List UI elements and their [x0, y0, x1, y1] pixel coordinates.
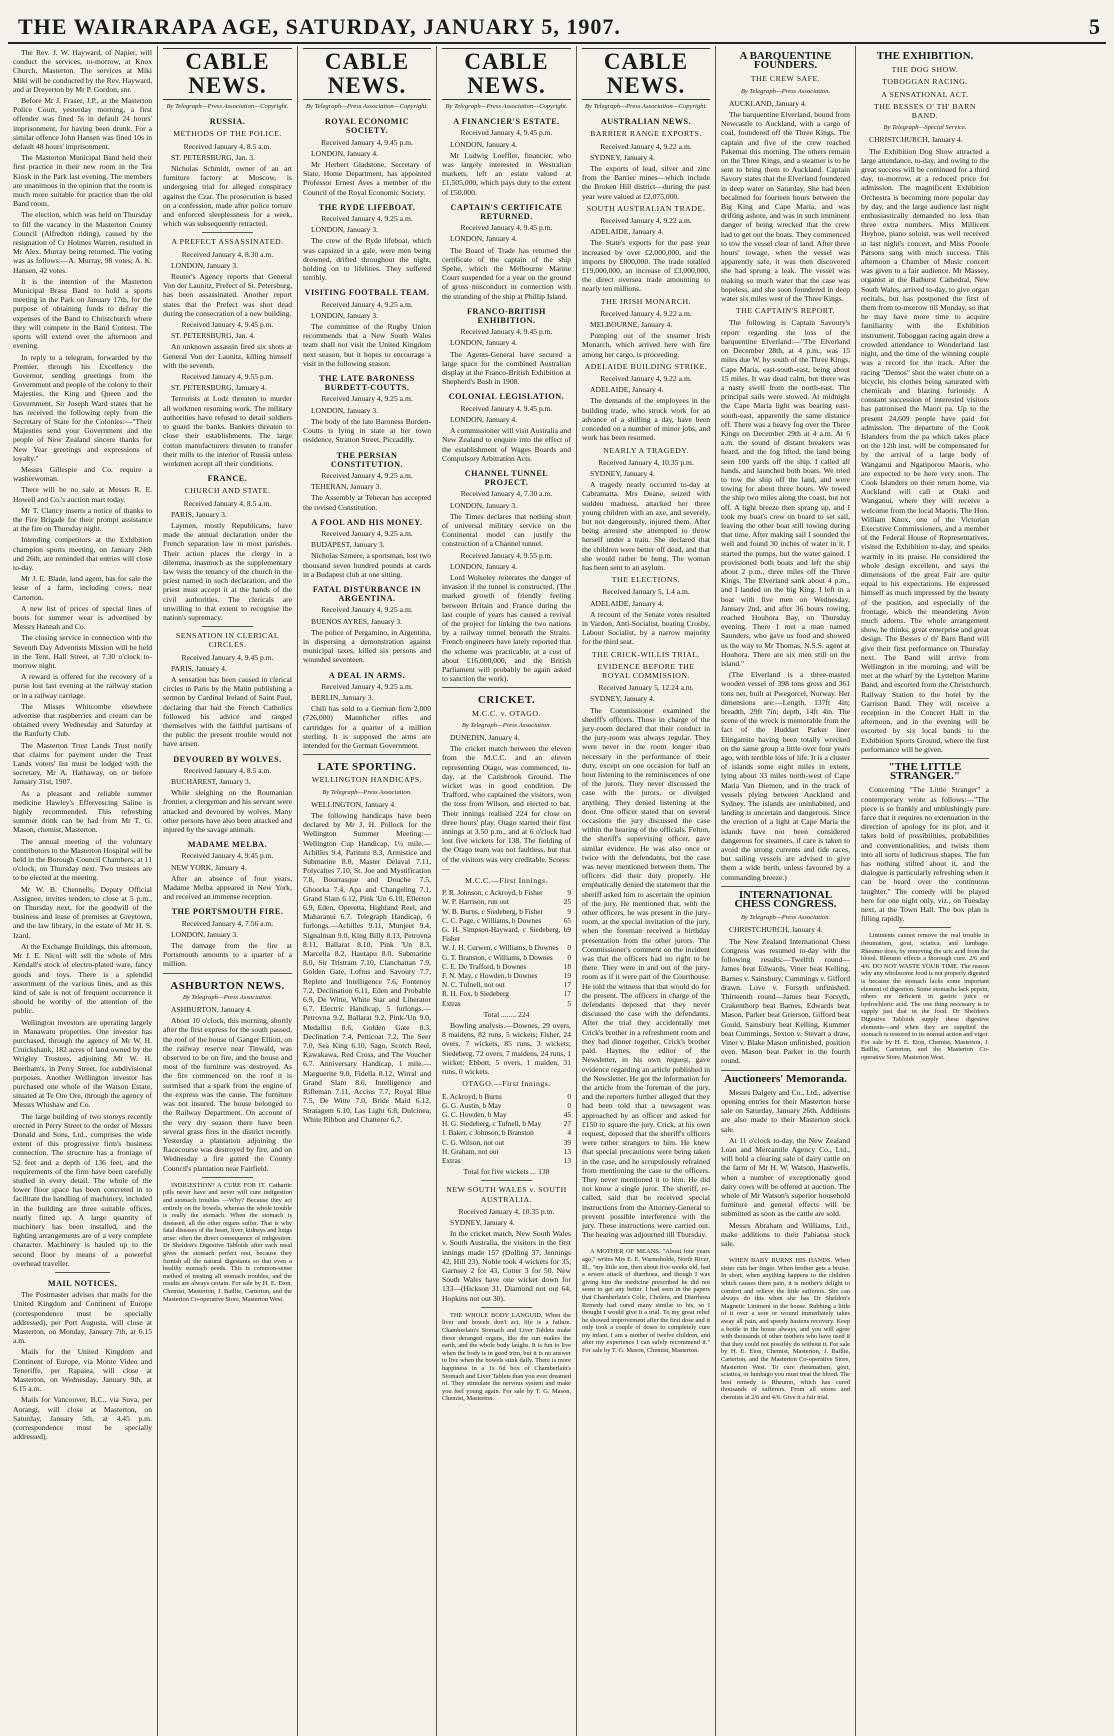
score-row	[442, 953, 571, 962]
divider	[202, 626, 254, 627]
section-heading: "THE LITTLE STRANGER."	[888, 761, 962, 783]
credit-line: By Telegraph—Press Association.	[182, 993, 273, 1001]
dateline: ASHBURTON, January 4.	[171, 1005, 252, 1015]
batsman: W. B. Burns, c Siedeberg, b Fisher	[442, 906, 543, 916]
divider	[202, 1177, 254, 1178]
received-line: Received January 4, 9.45 p.m.	[460, 223, 553, 233]
received-line: Received January 4, 9.45 p.m.	[321, 137, 413, 147]
divider	[721, 1070, 850, 1071]
subheading: THE IRISH MONARCH.	[600, 296, 692, 306]
section-heading: INTERNATIONAL CHESS CONGRESS.	[734, 888, 837, 911]
batsman: R. H. Fox, b Siedeberg	[442, 989, 509, 999]
batsman: C. G. Wilson, not out	[442, 1137, 505, 1147]
advertisement: INDIGESTION? A CURE FOR IT. Cathartic pills never have and never will cure indigestion and stomach troubles —Why? Because they act entirely on the bowels, whereas the whole trouble is really the stomach. When the stomach is diseased, all the other organs suffer. That is why fatal diseases of the heart, liver, kidneys and lungs arise: often the direct consequence of indigestion. Dr Sheldon's Digestive Tabloids after each meal gives the stomach perfect rest, because they furnish all the natural digestants so that even a healthy stomach needs. This is common-sense method of treating all stomach troubles, and the results are always certain. For sale by H. E. Eton, Chemist, Masterton, J. Baillie, Carterton, and the Masterton Co-operative Store, Masterton West.	[163, 1181, 292, 1303]
subheading: THE DOG SHOW.	[891, 65, 959, 75]
dateline: BUCHAREST, January 3.	[171, 777, 251, 786]
runs: 19	[563, 971, 571, 981]
received-line: Received January 4, 9.45 p.m.	[460, 327, 553, 337]
dateline: LONDON, January 4.	[311, 148, 379, 158]
score-row	[442, 1119, 571, 1128]
article-body: The Board of Trade has returned the certificate of the captain of the ship Spehe, which the Melbourne Marine Court suspended for a year on the ground of gross misconduct in connection with the stranding of the ship at Phillip Island.	[442, 245, 571, 301]
local-paragraph: Intending competitors at the Exhibition champion sports meeting, on January 24th and 26th, are reminded that entries will close to-day.	[13, 535, 152, 572]
batsman: N. C. Tufnell, not out	[442, 980, 505, 990]
article-body: Nicholas Schmidt, owner of an art furniture factory at Moscow, is undergoing trial for alleged conspiracy against the Czar. The prosecution is based on a confession, made after police torture and enforced sleeplessness for a week, which was subsequently retracted.	[163, 164, 292, 229]
dateline: LONDON, January 3.	[311, 225, 379, 235]
mail-paragraph: Mails for Vancouver, B.C., via Suva, per Aorangi, will close at Masterton, on Saturday, January 5th, at 4.45 p.m. (correspondence must be specially addressed).	[13, 1395, 152, 1442]
received-line: Received January 5, 12.24 a.m.	[598, 683, 694, 693]
dateline: BERLIN, January 3.	[311, 692, 374, 702]
batsman: C. C. Page, c Williams, b Downes	[442, 915, 542, 925]
score-row	[442, 916, 571, 925]
received-line: Received January 4, 10.35 p.m.	[458, 1206, 555, 1216]
received-line: Received January 4, 7.30 a.m.	[460, 489, 553, 499]
article-body: Terrorists at Lodz threaten to murder all workmen resuming work. The military authorities have refused to detail soldiers to guard the banks. Bankers threaten to close their establishments. The large cotton manufacturers threaten to transfer their mills to the interior of Russia unless workmen accept all their conditions.	[163, 394, 292, 468]
dateline: ST. PETERSBURG, January 4.	[171, 383, 267, 393]
subheading: THE BESSES O' TH' BARN BAND.	[873, 101, 977, 121]
score-row	[442, 971, 571, 980]
score-row	[442, 1128, 571, 1137]
received-line: Received January 4, 10.35 p.m.	[598, 457, 694, 467]
article-body: A tragedy nearly occurred to-day at Cabramatta. Mrs Deane, seized with sudden madness, attacked her three young children with an axe, and severely, but not dangerously, injured them. After being arrested she attempted to throw herself under a train. She declared that the children were better off dead, and that she would rather be hung. The woman has been sent to an asylum.	[582, 480, 710, 572]
cable-credit: By Telegraph—Press Association—Copyright.	[445, 103, 568, 110]
received-line: Received January 4, 9.25 a.m.	[321, 394, 413, 404]
received-line: Received January 4, 8.30 a.m.	[181, 249, 274, 259]
article-body: The Times declares that nothing short of universal military service on the Continental model can justify the construction of a Channel tunnel.	[442, 511, 571, 549]
subheading: ADELAIDE BUILDING STRIKE.	[584, 361, 708, 371]
article-body: Messrs Dalgety and Co., Ltd., advertise opening entries for their Masterton horse sale on Saturday, January 26th. Additions are also made to their Masterton stock sale.	[721, 1087, 850, 1134]
divider	[55, 1272, 111, 1273]
received-line: Received January 4, 9.22 a.m.	[600, 141, 692, 151]
article-body: The damage from the fire at Portsmouth amounts to a quarter of a million.	[163, 941, 292, 969]
local-paragraph: Messrs Gillespie and Co. require a washerwoman.	[13, 464, 152, 484]
subheading: THE CREW SAFE.	[750, 74, 821, 84]
article-body: Reuter's Agency reports that General Von der Launitz, Prefect of St. Petersburg, has been assassinated. Another report states that the Prefect was shot dead during the consecration of a new building.	[163, 272, 292, 318]
dateline: ADELAIDE, January 4.	[590, 227, 664, 237]
received-line: Received January 5, 1.4 a.m.	[602, 587, 690, 597]
subheading: WELLINGTON HANDICAPS.	[311, 775, 423, 785]
subheading: TOBOGGAN RACING.	[882, 77, 968, 87]
article-body: The State's exports for the past year increased by over £2,000,000, and the imports by £800,000. The trade totalled £19,000,000, an increase of £3,000,000, the direct oversea trade amounting to nearly ten millions.	[582, 238, 710, 294]
credit-line: By Telegraph—Special Service.	[883, 124, 967, 132]
score-row	[442, 907, 571, 916]
article-body: The New Zealand International Chess Congress was resumed to-day with the following results:—Twelfth round—James beat Edwards, Viner beat Kelling, Barnes v. Sainsbury, Cummings v. Gifford drawn. Love v. Forsyth unfinished. Thirteenth round—James beat Forsyth, Crakenthorp beat Barnes, Edwards beat Mason, Parker beat Grierson, Gifford beat Gould, Sainsbury beat Kelling, Kummer beat Cummings, Sexton v. Stevart a draw, Viner v. Blake Mason unfinished, position even. Mason beat Parker in the fourth round.	[721, 936, 850, 1066]
divider	[442, 687, 571, 688]
received-line: Received January 4, 9.45 p.m.	[460, 403, 553, 413]
divider	[202, 232, 254, 233]
dateline: CHRISTCHURCH, January 4.	[729, 925, 823, 935]
runs: 9	[567, 925, 571, 935]
local-paragraph: Mr J. E. Blade, land agent, has for sale the lease of a farm, including cows, near Carterton.	[13, 574, 152, 602]
mail-paragraph: The Postmaster advises that mails for the United Kingdom and Continent of Europe (correspondence must be specially addressed), per Port Augusta, will close at Masterton, on Monday, January 7th, at 6.15 a.m.	[13, 1290, 152, 1346]
article-body: A recount of the Senate votes resulted in Vardon, Anti-Socialist, beating Crosby, Labour Socialist, by a narrow majority for the third seat.	[582, 609, 710, 647]
received-line: Received January 4, 8.5 a.m.	[183, 765, 272, 775]
dateline: ADELAIDE, January 4.	[590, 598, 664, 608]
dateline: LONDON, January 4.	[450, 234, 518, 244]
mail-notices-heading: MAIL NOTICES.	[47, 1279, 118, 1288]
article-body: The body of the late Baroness Burdett-Coutts is lying in state at her town residence, Stratton Street, Piccadilly.	[303, 416, 431, 445]
section-heading: A FINANCIER'S ESTATE.	[453, 117, 560, 127]
article-body: While sleighing on the Roumanian frontier, a clergyman and his servant were attacked and devoured by wolves. Many other persons have also been attacked and injured by the savage animals.	[163, 788, 292, 835]
section-heading: THE PERSIAN CONSTITUTION.	[330, 450, 404, 469]
batsman: W. P. Harrison, run out	[442, 897, 509, 907]
received-line: Received January 4, 9.22 a.m.	[600, 216, 692, 226]
subheading: THE ELECTIONS.	[611, 575, 681, 585]
score-row	[442, 888, 571, 897]
column-cable-news-3	[437, 46, 577, 1736]
article-body: Lord Wolseley reiterates the danger of invasion if the tunnel is constructed. (The marked growth of friendly feeling between Britain and France during the last couple of years has caused a revival of the project for linking the two nations by a railway tunnel beneath the Straits. French engineers have lately reported that the scheme was practicable, at a cost of about £16,000,000, and the British Parliament will probably be again asked to sanction the work).	[442, 572, 571, 684]
batsman: E. Ackroyd, b Burns	[442, 1091, 502, 1101]
score-row	[442, 925, 571, 943]
batsman: W. J. H. Curwen, c Williams, b Downes	[442, 943, 559, 953]
innings-total: Total ........ 224	[483, 1009, 530, 1019]
dateline: WELLINGTON, January 4.	[311, 799, 397, 809]
section-heading: ROYAL ECONOMIC SOCIETY.	[324, 117, 410, 136]
subheading: METHODS OF THE POLICE.	[173, 129, 282, 139]
subheading: EVIDENCE BEFORE THE ROYAL COMMISSION.	[597, 661, 695, 680]
section-heading: Auctioneers' Memoranda.	[724, 1072, 847, 1085]
dateline: LONDON, January 4.	[450, 561, 518, 571]
divider	[303, 754, 431, 755]
runs: 18	[563, 961, 571, 971]
divider	[760, 1252, 812, 1253]
subheading: A SENSATIONAL ACT.	[881, 89, 969, 99]
cable-news-heading: CABLE NEWS.	[303, 48, 431, 100]
subheading: SOUTH AUSTRALIAN TRADE.	[586, 203, 706, 213]
local-paragraph: There will be no sale at Messrs R. E. Howell and Co.'s auction mart today.	[13, 485, 152, 504]
dateline: LONDON, January 4.	[450, 139, 518, 149]
runs: 9	[567, 906, 571, 916]
dateline: SYDNEY, January 4.	[450, 1217, 515, 1227]
credit-line: By Telegraph—Press Association.	[740, 87, 831, 95]
article-body: The demands of the employees in the building trade, who struck work for an advance of a shilling a day, have been conceded on a number of minor jobs, and work has been resumed.	[582, 396, 710, 443]
subheading: BARRIER RANGE EXPORTS.	[590, 129, 702, 139]
runs: 13	[563, 1146, 571, 1156]
subheading: M.C.C. v. OTAGO.	[471, 708, 542, 718]
article-body: Messrs Abraham and Williams, Ltd., make additions to their Pahiatua stock sale.	[721, 1220, 850, 1248]
batsman: P. R. Johnson, c Ackroyd, b Fisher	[442, 888, 543, 898]
received-line: Received January 4, 9.25 a.m.	[321, 528, 413, 538]
section-heading: THE RYDE LIFEBOAT.	[318, 202, 416, 212]
local-paragraph: Wellington investors are operating largely in Manawatu properties. One investor has purchased, through the agency of Mr W. H. Cruickshank, 182 acres of land owned by the Wrigley Trustees, adjoining Mr W. H. Beetham's, in Perry Street, for subdivisional purposes. Another Wellington investor has purchased one whole of the Watson Estate, situated at Te Ore Ore, through the agency of Messrs Whishaw and Co.	[13, 1017, 152, 1110]
advertisement: A MOTHER OF MEANS. "About four years ago," writes Mrs E. E. Warmsholde, North River, Ill., "my little son, then about five weeks old, had a severe attack of diarrhoea, and though I was giving him the medicine prescribed he did not seem to get any better. I had seen in the papers that Chamberlain's Colic, Cholera, and Diarrhoea Remedy had cured many similar to his, so I thought I would give it a trial. To my great relief he showed improvement after the first dose and it only took a couple of doses to completely cure my infant. I am a mother of twelve children, and after my experience I can safely recommend it." For sale by T. G. Mason, Chemist, Masterton.	[582, 1248, 710, 1355]
batsman: F. N. May, c Howden, b Downes	[442, 971, 538, 981]
batsman: Extras	[442, 1155, 461, 1165]
article-body: A commissioner will visit Australia and New Zealand to enquire into the effect of the establishment of Wages Boards and Compulsory Arbitration Acts.	[442, 426, 571, 463]
section-late-sporting: LATE SPORTING.	[317, 761, 417, 774]
section-russia: RUSSIA.	[209, 117, 246, 127]
local-paragraph: A new list of prices of special lines of boots for summer wear is advertised by Messrs Hannah and Co.	[13, 603, 152, 632]
article-body: An unknown assassin fired six shots at General Von der Launitz, killing himself with the seventh.	[163, 342, 292, 370]
dateline: LONDON, January 4.	[450, 414, 518, 424]
runs: 0	[567, 1091, 571, 1101]
runs: 25	[563, 897, 571, 907]
score-row	[442, 980, 571, 989]
innings-total: Total for five wickets ... 138	[463, 1167, 550, 1177]
section-portsmouth: THE PORTSMOUTH FIRE.	[171, 907, 284, 917]
article-body: (The Elverland is a three-masted wooden vessel of 398 tons gross and 361 tons net, built at Pwegorcel, Norway. Her dimensions are:—Length, 137ft 4in; breadth, 29ft 7in; depth, 14ft 4in. The scene of the wreck is memorable from the fact of the Huddart Parker liner Elingamite having been totally wrecked on the same group a little over four years ago, with terrible loss of life. It is a cluster of islands some eight miles in extent, lying about 33 miles north-west of Cape Maria Van Diemen, and in the track of vessels plying between Auckland and Sydney. The islands are uninhabited, and landing is uncertain and dangerous. Since the erection of a light at Cape Maria the islands have not been considered dangerous for steamers, if care is taken to avoid the strong currents and tide races, but sailing vessels are advised to give them a wide berth, unless favoured by a commanding breeze.)	[721, 670, 850, 882]
divider	[163, 973, 292, 974]
batsman: J. Baker, c Johnson, b Branston	[442, 1128, 534, 1138]
bowling-analysis: Bowling analysis.—Downes, 29 overs, 8 maidens, 82 runs, 5 wickets; Fisher, 24 overs, 7 wickets, 85 runs, 3 wickets; Siedeberg, 72 overs, 7 maidens, 24 runs, 1 wicket; Ebbott, 5 overs, 1 maiden, 31 runs, 0 wickets.	[442, 1021, 571, 1077]
article-body: The barquentine Elverland, bound from Newcastle to Auckland, with a cargo of coal, foundered off the Three Kings. The captain and five of the crew reached Pakemai this morning. The others remain on the Three Kings, and a steamer is to be sent to bring them to Auckland. Captain Savory states that the Elverland foundered in deep water on Saturday. She had been becalmed for fourteen hours between the Big King and Cape Maria, and was drifting ashore, and was in such imminent danger of being wrecked that the crew had to get out the boats. They commenced to tow the vessel clear of land. After three hours' towage, when the vessel was apparently safe, it was then discovered she had sprung a leak. The vessel was making so much water that the case was hopeless, and she soon foundered in deep water six miles west of the Three Kings.	[721, 110, 850, 304]
dateline: SYDNEY, January 4.	[590, 152, 655, 162]
article-body: In the cricket match, New South Wales v. South Australia, the visitors in the first innings made 157 (Dolling 37, Jennings 42, Hill 23). Noble took 4 wickets for 35, Garnsey 2 for 43, Cotter 3 for 50. New South Wales have one wicket down for 133—(Hickson 31, Diamond not out 64, Hopkins not out 30).	[442, 1229, 571, 1303]
score-row	[442, 1147, 571, 1156]
column-barquentine	[716, 46, 856, 1736]
runs: 13	[563, 1155, 571, 1165]
score-row	[442, 962, 571, 971]
cable-credit: By Telegraph—Press Association—Copyright.	[585, 103, 707, 110]
mail-paragraph: Mails for the United Kingdom and Continent of Europe, via Monte Video and Teneriffe, per Rapaiea, will close at Masterton, on Wednesday, January 9th, at 6.15 a.m.	[13, 1347, 152, 1394]
score-row	[442, 999, 571, 1008]
runs: 17	[563, 980, 571, 990]
article-body: A sensation has been caused in clerical circles in Paris by the Matin publishing a sermon by Cardinal Ireland of Saint Paul, declaring that had the French Catholics followed his advice and ranged themselves with the faithful partisans of the public the present trouble would not have arisen.	[163, 674, 292, 749]
batsman: G. H. Simpson-Hayward, c Siedeberg, b Fisher	[442, 925, 568, 944]
subheading: CHURCH AND STATE.	[184, 486, 271, 496]
divider	[481, 1307, 533, 1308]
runs: 45	[563, 1109, 571, 1119]
divider	[721, 886, 850, 887]
subheading: OTAGO.—First Innings.	[462, 1079, 551, 1089]
section-australian-news: AUSTRALIAN NEWS.	[600, 117, 692, 127]
divider	[620, 1243, 671, 1244]
local-paragraph: A reward is offered for the recovery of a purse lost last evening at the railway station or in a railway carriage.	[13, 672, 152, 700]
score-row	[442, 1110, 571, 1119]
runs: 27	[563, 1119, 571, 1129]
advertisement: WHEN BABY BURNS HIS HANDS. When sister cuts her finger. When brother gets a bruise. In short, when anything happens to the children which causes them pain, it is mother's delight to comfort and relieve the little sufferers. She can always do this when she has Dr Sheldon's Magnetic Liniment in the house. Rubbing a little of it over a sore or wound immediately takes away all pain, and speedy hastens recovery. Keep a bottle in the house always, and you will agree with thousands of other mothers who have used it that they could not possibly do without it. For sale by H. E. Eton, Chemist, Masterton, J. Baillie, Carterton, and the Masterton Co-operative Store, Masterton West. To cure rheumatism, gout, sciatica, or lumbago you must treat the blood. The best remedy is Rheumo, which has cured thousands of sufferers. From all stores and chemists at 2/6 and 4/6. Give it a fair trial.	[721, 1257, 850, 1401]
article-body: About 10 o'clock, this morning, shortly after the first express for the south passed, the roof of the house of Ganger Elliott, on the railway reserve near Tinwald, was observed to be on fire, and the house and most of the furniture was destroyed. As the fire commenced on the roof it is surmised that a spark from the engine of the express was the cause. The furniture was not insured. The house belonged to the Railway Department. On account of the very dry season there have been several grass fires in the district recently. Yesterday a plantation adjoining the Racecourse was destroyed by fire, and on Wednesday a fire gutted the County Council's plantation near Fairfield.	[163, 1016, 292, 1173]
page-number: 5	[1089, 14, 1100, 39]
article-body: Pumping out of the steamer Irish Monarch, which arrived here with fire among her cargo, is proceeding.	[582, 331, 710, 359]
article-body: The following handicaps have been declared by Mr J. H. Pollock for the Wellington Summer Meeting:— Wellington Cup Handicap, 1½ mile.—Achilles 9.4, Paritutu 8.3, Armistice and Submarine 8.0, Master Delaval 7.11, Polycaltes 7.10, St. Joe and Mystification 7.8, Bourrasque and Douche 7.5, Ghoorka 7.4, Apa and Changeling 7.1, Grand Slam 6.12, Pink 'Un 6.10, Ellerton 6.9, Eden, Operetta, Highland Reel, and Maharanui 6.7. Telegraph Handicap, 6 furlongs.—Achilles 9.11, Munjeet 9.4, Signalman 9.0, King Billy 8.13, Petrovna 8.11, Ballarat 8.10, Pink 'Un 8.3, Marcella 8.2, Hautapu 8.0, Submarine 8.0, Sir Tristram 7.10, Clanchattan 7.9, Golden Gate, Loftus and Savoury 7.7, Replete and Intelligence 7.6, Fontenoy 7.2, Declination 6.11, Eden and Probable 6.9, De Witte, White Star and Liberator 6.7. Electric Handicap, 5 furlongs.—Petrovna 9.2, Ballarat 9.2, Pink-'Un 9.0, Medallist 8.6, Golden Gate 8.3, Declination 7.4, Petticoat 7.2, The Seer 7.0, Sea King 6.10, Sago, Scotch Reel, Kawakawa, Red Cross, and The Voucher 6.7. Anniversary Handicap, 1 mile.—Marguerite 9.0, Fidella 8.12, Wirral and Grand Slam 8.6, Intelligence and Rifleman 7.11, Accius 7.7, Royal Blue 7.5, De Witte 7.0, Bride Maid 6.12, Stratagem 6.10, Las Light 6.8, Dulcinea, White Ribbon and Chatterer 6.7.	[303, 811, 431, 1124]
batsman: G. G. Austin, b May	[442, 1100, 502, 1110]
dateline: ST. PETERSBURG, Jan. 3.	[171, 152, 256, 162]
local-paragraph: The closing service in connection with the Seventh Day Adventists Mission will be held in the Tent, Hall Street, at 7.30 o'clock to-morrow night.	[13, 633, 152, 670]
article-body: After an absence of four years, Madame Melba appeared in New York, and received an immense reception.	[163, 873, 292, 902]
local-paragraph: Mr T. Clancy inserts a notice of thanks to the Fire Brigade for their prompt assistance at the fire on Thursday night.	[13, 505, 152, 534]
local-paragraph: The annual meeting of the voluntary contributors to the Masterton Hospital will be held in the Borough Council Chambers, at 11 o'clock, on Thursday next. Two trustees are to be elected at the meeting.	[13, 836, 152, 883]
received-line: Received January 4, 9.25 a.m.	[321, 681, 413, 691]
dateline: PARIS, January 3.	[171, 509, 227, 519]
section-heading: A BARQUENTINE FOUNDERS.	[739, 50, 832, 72]
column-local-news	[8, 46, 158, 1736]
dateline: LONDON, January 3.	[171, 929, 239, 939]
runs: 4	[567, 1128, 571, 1138]
received-line: Received January 4, 9.25 a.m.	[321, 299, 413, 309]
section-heading: CAPTAIN'S CERTIFICATE RETURNED.	[450, 202, 563, 222]
batsman: Extras	[442, 998, 461, 1008]
section-heading: THE EXHIBITION.	[876, 50, 974, 62]
dateline: MELBOURNE, January 4.	[590, 320, 673, 330]
subheading: NEARLY A TRAGEDY.	[603, 445, 689, 455]
article-body: The cricket match between the eleven from the M.C.C. and an eleven representing Otago, was commenced, to-day, at the Carisbrook Ground. The wicket was in good condition. De Trafford, who captained the visitors, won the toss from Wilson, and elected to bat. Their innings realised 224 for close on three hours' play. Otago started their first innings at 3.50 p.m., and at 6 o'clock had lost five wickets for 138. The fielding of the Otago team was not faultless, but that of the visitors was very creditable. Scores:—	[442, 744, 571, 873]
article-body: The exports of lead, silver and zinc from the Barrier mines—which include the Broken Hill district—during the past year were valued at £2,075,000.	[582, 164, 710, 201]
dateline: AUCKLAND, January 4.	[729, 98, 807, 108]
section-heading: CHANNEL TUNNEL PROJECT.	[464, 468, 549, 488]
batsman: C. E. De Trafford, b Downes	[442, 961, 527, 971]
scorecard-otago	[442, 1092, 571, 1166]
local-paragraph: Mr W. B. Chennells, Deputy Official Assignee, invites tenders to close at 5 p.m., on Thursday next, for the goodwill of the business and lease of premises at Greytown, and the law library, in the estate of Mr H. S. Izard.	[13, 884, 152, 940]
column-cable-news-2	[298, 46, 437, 1736]
section-cricket: CRICKET.	[477, 694, 536, 707]
batsman: G. T. Branston, c Williams, b Downes	[442, 952, 553, 962]
local-paragraph: The Misses Whitcombe elsewhere advertise that raspberries and cream can be obtained every Wednesday and Saturday at the Ranfurly Club.	[13, 701, 152, 739]
dateline: PARIS, January 4.	[171, 663, 227, 673]
subheading: THE CRICK-WILLIS TRIAL.	[591, 649, 701, 659]
column-exhibition	[856, 46, 994, 1736]
received-line: Received January 4, 9.55 p.m.	[460, 550, 553, 560]
section-heading: A FOOL AND HIS MONEY.	[311, 517, 423, 527]
section-heading: FRANCO-BRITISH EXHIBITION.	[467, 306, 546, 326]
article-body: The Assembly at Teheran has accepted the revised Constitution.	[303, 493, 431, 512]
article-body: The Agents-General have secured a large space for the combined Australian display at the Franco-British Exhibition at Shepherd's Bush in 1908.	[442, 349, 571, 387]
score-row	[442, 897, 571, 906]
received-line: Received January 4, 9.45 p.m.	[181, 851, 274, 861]
subheading: SENSATION IN CLERICAL CIRCLES.	[175, 631, 280, 650]
divider	[899, 927, 950, 928]
section-ashburton: ASHBURTON NEWS.	[170, 979, 285, 992]
credit-line: By Telegraph—Press Association.	[461, 721, 552, 729]
received-line: Received January 4, 8.5 a.m.	[183, 498, 272, 508]
subheading: M.C.C.—First Innings.	[464, 876, 549, 886]
local-paragraph: The election, which was held on Thursday to fill the vacancy in the Masterton County Council (Alfredton riding), caused by the resignation of Cr Holmes Warren, resulted in Mr Alex. Murray being returned. The voting was as follows:—A. Murray, 98 votes; A. K. Hansen, 42 votes.	[13, 210, 152, 275]
section-heading: FATAL DISTURBANCE IN ARGENTINA.	[312, 584, 422, 604]
score-row	[442, 1138, 571, 1147]
received-line: Received January 4, 9.25 a.m.	[321, 470, 413, 480]
received-line: Received January 4, 9.45 p.m.	[181, 320, 274, 330]
article-body: The following is Captain Savoury's report regarding the loss of the barquentine Elverland:—"The Elverland on December 28th, at 4 p.m., was 15 miles due W. by south of the Three Kings, Cape Maria, east-south-east, being about 15 miles. It was dead calm, but there was a nasty swell from the north-east. The principal sails were stowed. At midnight the Cape Maria light was bearing east-south-east, apparently the same distance off. There was a heavy fog over the Three Kings on December 29th at 4 a.m. At 6 a.m. the sound of distant breakers was heard, and the fog lifted, the land being seen 100 yards off the ship. I called all hands, and launched both boats. We tried to tow the ship off the land, and were towing for about three hours. We towed the ship two miles along the coast, but not off. A light breeze then sprang up, and I took my boat's crew on board to set sail, leaving the other boat still towing during that time. After making sail I sounded the well and found 30 inches of water in it. I started the pumps, but the water gained. I provisioned both boats and left the ship about 2 p.m., three miles off the Three Kings. The Elverland sank about 4 p.m., and I landed on the big King. I left in a boat with five men on Wednesday, January 2nd, and after 36 hours rowing, reached Houhora Bay, on Thursday evening. There I met a man named Saunders, who gave us food and showed us the way to Mr Thomas, N.S.S. agent at Houhora. There are six men still on the island."	[721, 318, 850, 668]
dateline: ADELAIDE, January 4.	[590, 385, 664, 395]
credit-line: By Telegraph—Press Association.	[740, 914, 831, 922]
dateline: LONDON, January 3.	[311, 405, 379, 415]
score-row	[442, 1156, 571, 1165]
section-wolves: DEVOURED BY WOLVES.	[173, 754, 282, 764]
newspaper-title: THE WAIRARAPA AGE, SATURDAY, JANUARY 5, 1907.	[18, 14, 621, 39]
article-body: The Exhibition Dog Show attracted a large attendance, to-day, and owing to the great success will be continued for a third day, to-morrow, at a reduced price for admission. The magnificent Exhibition Orchestra is becoming more popular day by day, and the large audience last night enthusiastically demanded no less than three extra numbers. Miss Millicent Heyhoe, piano soloist, was well received at last night's concert, and Miss Pooole Parsons sang with much success. This afternoon a Chamber of Music concert was given to a fair audience. Mr Massey, organist at the Bathurst Cathedral, New South Wales, arrived to-day, to give organ recitals, but has postponed the first of them from to-morrow till Monday, so that he may have more time to acquire familiarity with the Exhibition instrument. Toboggan racing again drew a crowded attendance to Wonderland last night, and the time of the winning couple was a record for the track. After the racing "Demos" shot the water chute on a bicycle, his clothes being saturated with chemicals and blazing furiously. A constant succession of interested visitors has patronised the Maori pa. Up to the present 24,609 people have paid for admission. The departure of the Cook Islanders from the pa which takes place on the 12th inst. will be compensated for by the arrival of a large body of Wanganui and Ngatiporou Maoris, who are expected to be here very soon. The Cook Islanders on their return home, via Auckland will call at Otaki and Wanganui, where they will receive a welcome from the local Maoris. The Hon. William Knox, one of the Victorian Executive Commissioners, and a member of the Federal House of Representatives, visited the Exhibition to-day, and speaks warmly in its praise. He considered the whole design excellent, and says the dimensions of the great Fair are quite equal to his expectations. He expressed himself as much impressed by the beauty of the position, and especially of the frontage, which the meandering Avon much adorns. The whole arrangement show, he thinks, great enterprise and great design. The Besses o' th' Barn Band will give their first performance on Thursday next. The Band will arrive from Wellington in the morning, and will be met at the wharf by the Lyttelton Marine Band, and escorted from the Christchurch Railway Station to the hotel by the Garrison Band. They will receive a reception in the Concert Hall in the afternoon, and in the evening will be escorted by six local bands to the Exhibition Sports Ground, where the first performance will be given.	[861, 146, 989, 754]
score-row	[442, 989, 571, 998]
dateline: DUNEDIN, January 4.	[450, 732, 520, 742]
column-cable-news-1	[158, 46, 298, 1736]
received-line: Received January 4, 9.45 p.m.	[181, 652, 274, 662]
local-paragraph: Before Mr J. Fraser, J.P., at the Masterton Police Court, yesterday morning, a first offender was fined 5s in default 24 hours' imprisonment, for having been drunk. For a similar offence John Hansen was fined 10s in default 48 hours' imprisonment.	[13, 96, 152, 152]
batsman: H. Graham, not out	[442, 1146, 499, 1156]
local-paragraph: As a pleasant and reliable summer medicine Hawley's Effervescing Saline is highly recommended. This refreshing summer drink can be had from Mr T. G. Mason, chemist, Masterton.	[13, 788, 152, 835]
subheading: THE CAPTAIN'S REPORT.	[735, 306, 836, 316]
subheading: NEW SOUTH WALES v. SOUTH AUSTRALIA.	[446, 1185, 567, 1204]
runs: 0	[567, 943, 571, 953]
section-melba: MADAME MELBA.	[187, 840, 268, 850]
article-body: Mr Herbert Gladstone, Secretary of State, Home Department, has appointed Professor Ernest Aves a member of the Council of the Royal Economic Society.	[303, 160, 431, 197]
dateline: NEW YORK, January 4.	[171, 862, 247, 872]
scorecard-mcc	[442, 888, 571, 1008]
divider	[861, 758, 989, 759]
subheading: A PREFECT ASSASSINATED.	[171, 237, 284, 247]
local-paragraph: It is the intention of the Masterton Municipal Brass Band to hold a sports meeting in the Park on January 17th, for the purpose of obtaining funds to defray the expenses of the Band to Christchurch where they will compete in the Band Contest. The sports will extend over the afternoon and evening.	[13, 276, 152, 351]
dateline: LONDON, January 3.	[171, 260, 239, 270]
section-heading: COLONIAL LEGISLATION.	[448, 392, 565, 402]
received-line: Received January 4, 9.25 a.m.	[321, 605, 413, 615]
dateline: LONDON, January 3.	[311, 310, 379, 320]
received-line: Received January 4, 9.22 a.m.	[600, 374, 692, 384]
advertisement: THE WHOLE BODY LANGUID. When the liver and bowels don't act, life is a failure. Chamberlain's Stomach and Liver Tablets make those deranged organs, like the sun makes the earth, and the whole body laughs. It is fun to live when the body is in good trim, but it is no answer to live when the bowels stink daily. There is more happiness in a 1s 6d box of Chamberlain's Stomach and Liver Tablets than you ever dreamed of. They stimulate the nervous system and make you feel young again. For sale by T. G. Mason, Chemist, Masterton.	[442, 1311, 571, 1403]
received-line: Received January 4, 7.56 a.m.	[181, 918, 274, 928]
local-paragraph: The large building of two storeys recently erected in Perry Street to the order of Messrs Donald and Sons, Ltd., comprises the wide extent of this progressive firm's business connection. The structure has a frontage of 52 feet and a depth of 136 feet, and the requirements of the firm have been carefully studied in every detail. The whole of the lower floor space has been concreted in to facilitate the handling of machinery, included in the building are three suitable offices, neatly fitted up. A large quantity of machinery has been installed, and the lighting arrangements are of a very complete character. Machinery is hauled up to the second floor by means of a powerful overhead traveller.	[13, 1111, 152, 1268]
received-line: Received January 4, 9.55 p.m.	[181, 372, 274, 382]
batsman: G. C. Howden, b May	[442, 1109, 507, 1119]
runs: 5	[567, 998, 571, 1008]
runs: 0	[567, 1100, 571, 1110]
local-paragraphs	[13, 48, 152, 1268]
section-france: FRANCE.	[207, 474, 248, 484]
local-paragraph: The Masterton Trust Lands Trust notify that claims for payment under the Trust Lands voters' list must be lodged with the secretary, Mr A. Hathaway, on or before January 31st, 1907.	[13, 740, 152, 787]
runs: 39	[563, 1137, 571, 1147]
local-paragraph: The Masterton Municipal Band held their first practice in their new room in the Tea Kiosk in the Park last evening. The members are unanimous in the opinion that the room is much more suitable for practice than the old Band room.	[13, 153, 152, 209]
received-line: Received January 4, 9.45 p.m.	[460, 128, 553, 138]
local-paragraph: The Rev. J. W. Hayward, of Napier, will conduct the services, to-morrow, at Knox Church, Masterton. The services at Miki Miki will be conducted by the Rev. Hayward, and at Dreyerton by Mr P. Gordon, snr.	[13, 48, 152, 94]
divider	[481, 1180, 533, 1181]
article-body: The police of Pergamino, in Argentina, in dispersing a demonstration against municipal taxes, killed six persons and wounded seventeen.	[303, 627, 431, 665]
dateline: SYDNEY, January 4.	[590, 694, 655, 704]
received-line: Received January 4, 9.25 a.m.	[321, 214, 413, 224]
dateline: TEHERAN, January 3.	[311, 482, 382, 492]
received-line: Received January 4, 8.5 a.m.	[183, 141, 272, 151]
article-body: At 11 o'clock to-day, the New Zealand Loan and Mercantile Agency Co., Ltd., will hold a clearing sale of dairy cattle on the farm of Mr H. W. Watson, Hastwells, when a number of exceptionally good dairy cows will be offered at auction. The whole of Mr Watson's superior household furniture and general effects will be submitted as soon as the cattle are sold.	[721, 1135, 850, 1219]
cable-news-heading: CABLE NEWS.	[582, 48, 710, 100]
article-body: The Commissioner examined the sheriff's officers. Those in charge of the jury-room declared that their conduct in the jury-room was always regular. They were never in the room longer than necessary in the performance of their duty, except on one occasion for half an hour listening to the reminiscences of one of the jurors. They never discussed the case with the jurors, or divulged anything. They denied listening at the door. One officer stated that on several occasions the jury discussed the case within the hearing of the officials. Felton, the sheriff's supervising officer, gave similar evidence. He was also once or twice with the defendants, but the case was never mentioned between them. The officers did their duty properly. He emphatically denied the statement that the sheriff asked him to ascertain the opinion of the jury. He mentioned that, with the other officers, he was present in the jury-room, at the special invitation of the jury, when the foreman received a birthday presentation from the other jurors. The Commissioner's comment on the incident was that the officers had no right to be there. They were in and out of the jury-room as if it were part of the Courthouse. He told the witness that that would do for the present. The officers in charge of the defendants deposed that they never discussed the case with the defendants. After the trial they accidentally met Crick's brother in a refreshment room and they had dinner together, Crick's brother paid. Haynes, the editor of the Newsletter, in his own request, gave evidence regarding an article published in the Newsletter. He got the information for the article from the foreman of the jury, and the reporters further alleged that they had been told that a newsagent was approached by an officer and asked for £150 to square the jury. Crick, at his own request, deposed that the sheriff's officers were rather strangers to him. He knew that special precautions were being taken in the case, and he scrupulously refrained from mentioning the case to the officers. They never mentioned it to him. He did not know a single juror. The sheriff, re-called, said that he received special instructions from the Attorney-General to prevent possible interference with the jury. These instructions were carried out. The hearing was adjourned till Thursday.	[582, 705, 710, 1240]
article-body: The committee of the Rugby Union recommends that a New South Wales team shall not visit the United Kingdom next season, but it hopes to encourage a visit in the following season.	[303, 322, 431, 368]
score-row	[442, 1101, 571, 1110]
dateline: LONDON, January 3.	[450, 500, 518, 510]
article-body: Chili has sold to a German firm 2,000 (726,000) Mannlicher rifles and cartridges for a quarter of a million sterling. It is supposed the arms are intended for the German Government.	[303, 704, 431, 750]
runs: 17	[563, 989, 571, 999]
dateline: BUENOS AYRES, January 3.	[311, 616, 403, 626]
dateline: BUDAPEST, January 3.	[311, 540, 385, 550]
section-heading: THE LATE BARONESS BURDETT-COUTTS.	[319, 374, 415, 393]
credit-line: By Telegraph—Press Association.	[322, 788, 412, 796]
columns	[8, 46, 1106, 1736]
column-cable-news-4	[577, 46, 716, 1736]
runs: 0	[567, 952, 571, 962]
batsman: H. G. Siedeberg, c Tufnell, b May	[442, 1119, 542, 1129]
received-line: Received January 4, 9.22 a.m.	[600, 308, 692, 318]
section-heading: A DEAL IN ARMS.	[328, 670, 406, 680]
section-heading: VISITING FOOTBALL TEAM.	[304, 288, 430, 298]
article-body: Laymen, mostly Republicans, have made the annual declaration under the French separation law in most parishes. Their action places the clergy in a dilemma, inasmuch as the supplementary law vests the tenancy of the church in the priest named in such declaration, and the priest must accept it at the hands of the civil authorities. The clericals are unwilling to that extent to recognise the nation's supremacy.	[163, 520, 292, 622]
advertisement: Liniments cannot remove the real trouble in rheumatism, gout, sciatica, and lumbago. Rheumo does, by removing the uric acid from the blood. Rheumo effects a thorough cure. 2/6 and 4/6. DO NOT WASTE YOUR TIME. The reason why any wholesome food is not properly digested is because the stomach lacks some important element of digestion. Some stomachs lack pepsin, others are deficient in gastric juice or hydrochloric acid. The one thing necessary is to supply just that in the food. Dr Sheldon's Digestive Tabloids supply these digestive elements—and when they are supplied the stomach is restored to its normal action and vigor. For sale by H. E. Eton, Chemist, Masterton, J. Baillie, Carterton, and the Masterton Co-operative Store, Masterton West.	[861, 932, 989, 1061]
runs: 65	[563, 915, 571, 925]
article-body: Nicholas Szmere, a sportsman, lost two thousand seven hundred pounds at cards in a Budapest club at one sitting.	[303, 551, 432, 579]
dateline: ST. PETERSBURG, Jan. 4.	[171, 331, 256, 341]
article-body: Mr Ludwig Loeffler, financier, who was largely interested in Westralian markets, left an estate valued at £1,505,000, which pays duty to the extent of £50,000.	[442, 150, 571, 197]
local-paragraph: At the Exchange Buildings, this afternoon, Mr J. E. Nicol will sell the whole of Mrs Kendall's stock of electro-plated ware, fancy goods and toys. There is a splendid assortment of the various lines, and as this kind of sale is not of frequent occurrence it should be worthy of the attention of the public.	[13, 941, 152, 1016]
masthead	[8, 6, 1106, 44]
dateline: SYDNEY, January 4.	[590, 468, 655, 478]
article-body: Concerning "The Little Stranger" a contemporary wrote as follows:—"The piece is so frankly and unblushingly pure farce that it requires no extenuation in the direction of apology for its plot, and it takes hold of possibilities, probabilities and conventionalities, and twists them into all sorts of ludicrous shapes. The fun has nothing stilted about it, and the dialogue is particularly refreshing when it can be heard over the continuous laughter." The comedy will be played here for one night only, viz., on Tuesday next, at the Town Hall. The box plan is filling rapidly.	[861, 785, 989, 924]
cable-credit: By Telegraph—Press Association—Copyright.	[166, 103, 289, 110]
dateline: CHRISTCHURCH, January 4.	[869, 135, 963, 145]
cable-news-heading: CABLE NEWS.	[163, 48, 292, 100]
cable-credit: By Telegraph—Press Association—Copyright.	[306, 103, 428, 110]
dateline: LONDON, January 4.	[450, 338, 518, 348]
local-paragraph: In reply to a telegram, forwarded by the Premier, through his Excellency the Governor, sending greetings from the Government and people of the colony to their Majesties, the King and Queen and the Government, Sir Joseph Ward states that he has received the following reply from the Secretary of State for the Colonies:—"Their Majesties send your Government and the people of New Zealand sincere thanks for New Year greetings and expressions of loyalty."	[13, 352, 152, 463]
score-row	[442, 943, 571, 952]
article-body: The crew of the Ryde lifeboat, which was capsized in a gale, were men being drowned, drifted throughout the night, holding on to lifelines. They suffered terribly.	[303, 236, 431, 283]
score-row	[442, 1092, 571, 1101]
runs: 9	[567, 888, 571, 898]
cable-news-heading: CABLE NEWS.	[442, 48, 571, 100]
